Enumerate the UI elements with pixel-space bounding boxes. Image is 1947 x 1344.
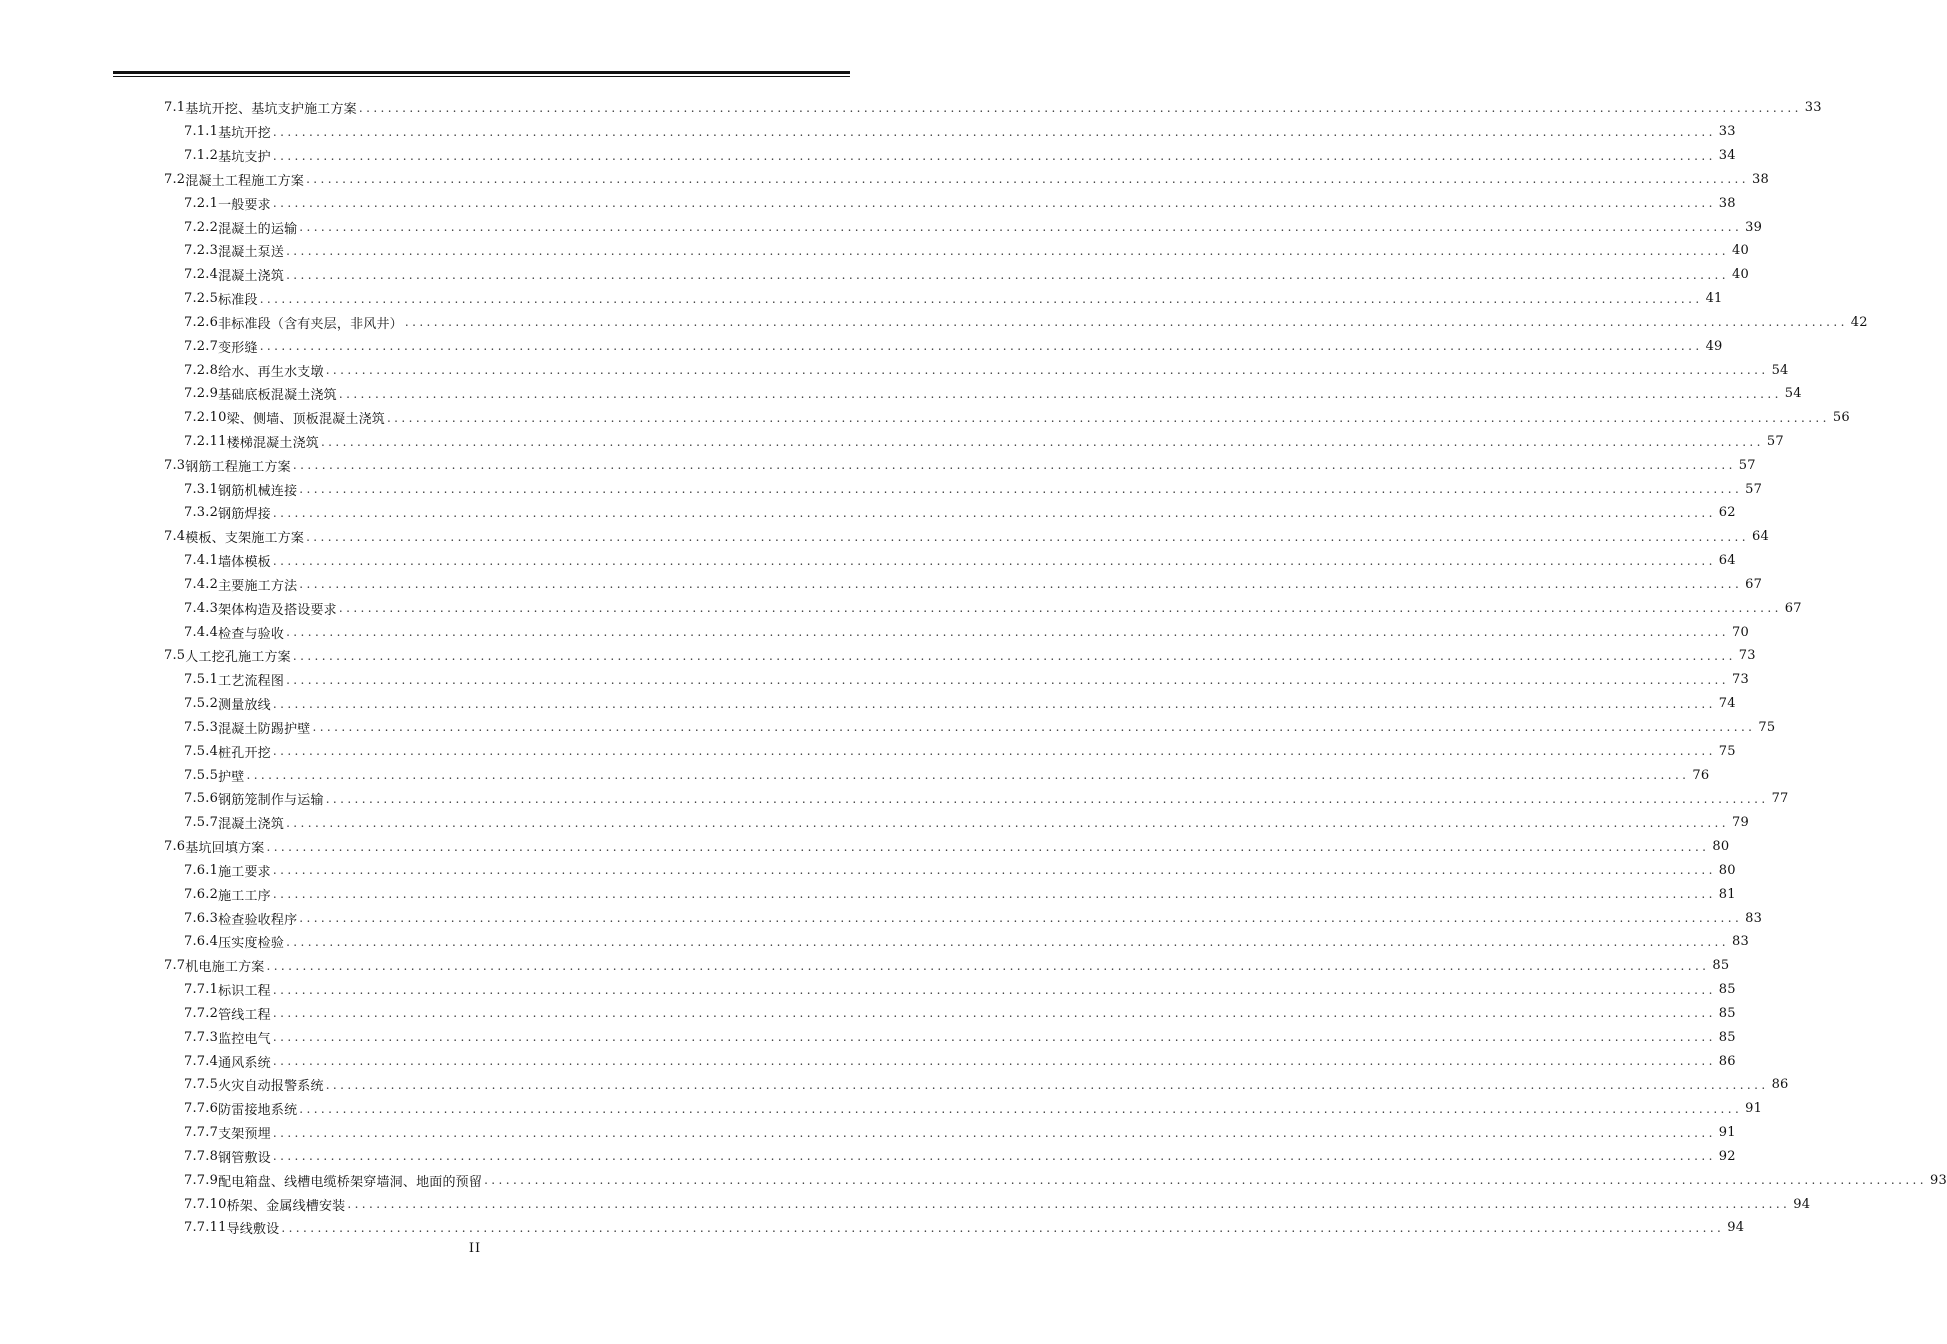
toc-subsection-entry[interactable] (0, 1001, 1736, 1025)
toc-subsection-entry[interactable] (0, 716, 1776, 740)
toc-entry-page: 86 (1718, 1053, 1736, 1069)
toc-entry-number: 7.4.3 (184, 600, 219, 616)
toc-entry-page: 73 (1731, 672, 1749, 688)
toc-subsection-entry[interactable] (0, 501, 1736, 525)
toc-subsection-entry[interactable] (0, 477, 1763, 501)
toc-subsection-entry[interactable] (0, 382, 1802, 406)
toc-subsection-entry[interactable] (0, 668, 1749, 692)
toc-dot-leader: ........................................................................................................................................................................................................ (246, 768, 1690, 783)
toc-entry-page: 81 (1718, 886, 1736, 902)
toc-subsection-entry[interactable] (0, 978, 1736, 1002)
toc-dot-leader: ........................................................................................................................................................................................................ (306, 172, 1749, 187)
toc-entry-title: 施工工序 (218, 888, 271, 904)
toc-entry-page: 80 (1718, 862, 1736, 878)
toc-entry-page: 56 (1832, 410, 1850, 426)
toc-section-entry[interactable] (0, 96, 1822, 120)
toc-entry-title: 给水、再生水支墩 (218, 364, 324, 380)
toc-entry-number: 7.2 (164, 171, 186, 187)
toc-subsection-entry[interactable] (0, 573, 1763, 597)
toc-entry-number: 7.4.1 (184, 553, 219, 569)
toc-entry-number: 7.3.1 (184, 481, 219, 497)
toc-dot-leader: ........................................................................................................................................................................................................ (281, 1220, 1725, 1235)
toc-entry-title: 一般要求 (218, 197, 271, 213)
toc-entry-number: 7.5.6 (184, 791, 219, 807)
toc-subsection-entry[interactable] (0, 1168, 1947, 1192)
toc-entry-number: 7.7.8 (184, 1148, 219, 1164)
toc-entry-page: 34 (1718, 148, 1736, 164)
toc-entry-page: 67 (1784, 600, 1802, 616)
toc-dot-leader: ........................................................................................................................................................................................................ (272, 863, 1716, 878)
toc-subsection-entry[interactable] (0, 882, 1736, 906)
toc-entry-number: 7.1.1 (184, 124, 219, 140)
toc-subsection-entry[interactable] (0, 263, 1749, 287)
toc-entry-title: 变形缝 (218, 340, 258, 356)
toc-dot-leader: ........................................................................................................................................................................................................ (286, 672, 1729, 687)
toc-entry-title: 检查与验收 (218, 626, 285, 642)
toc-entry-page: 75 (1758, 719, 1776, 735)
toc-entry-title: 测量放线 (218, 698, 271, 714)
toc-subsection-entry[interactable] (0, 596, 1802, 620)
toc-dot-leader: ........................................................................................................................................................................................................ (484, 1173, 1927, 1188)
toc-entry-title: 管线工程 (218, 1007, 271, 1023)
toc-entry-number: 7.1 (164, 100, 186, 116)
toc-entry-page: 62 (1718, 505, 1736, 521)
toc-dot-leader: ........................................................................................................................................................................................................ (299, 220, 1743, 235)
toc-entry-number: 7.7.2 (184, 1005, 219, 1021)
toc-entry-title: 主要施工方法 (218, 578, 298, 594)
toc-entry-number: 7.5 (164, 648, 186, 664)
toc-dot-leader: ........................................................................................................................................................................................................ (272, 982, 1716, 997)
toc-entry-page: 83 (1731, 934, 1749, 950)
header-rule-thin (113, 76, 850, 77)
toc-entry-page: 92 (1718, 1148, 1736, 1164)
toc-entry-title: 混凝土工程施工方案 (185, 173, 305, 189)
toc-entry-number: 7.2.9 (184, 386, 219, 402)
toc-entry-page: 38 (1751, 171, 1769, 187)
toc-subsection-entry[interactable] (0, 1216, 1745, 1240)
toc-entry-page: 77 (1771, 791, 1789, 807)
toc-subsection-entry[interactable] (0, 1121, 1736, 1145)
toc-entry-title: 混凝土的运输 (218, 221, 298, 237)
toc-entry-number: 7.4 (164, 529, 186, 545)
toc-entry-number: 7.4.4 (184, 624, 219, 640)
toc-entry-title: 压实度检验 (218, 936, 285, 952)
toc-subsection-entry[interactable] (0, 120, 1736, 144)
toc-subsection-entry[interactable] (0, 1073, 1789, 1097)
toc-entry-number: 7.7.9 (184, 1172, 219, 1188)
toc-subsection-entry[interactable] (0, 430, 1784, 454)
toc-section-entry[interactable] (0, 644, 1756, 668)
toc-section-entry[interactable] (0, 453, 1756, 477)
toc-dot-leader: ........................................................................................................................................................................................................ (286, 625, 1729, 640)
toc-entry-title: 人工挖孔施工方案 (185, 650, 291, 666)
toc-entry-number: 7.6.1 (184, 862, 219, 878)
toc-subsection-entry[interactable] (0, 811, 1749, 835)
toc-entry-number: 7.7.3 (184, 1029, 219, 1045)
toc-entry-page: 70 (1731, 624, 1749, 640)
toc-entry-title: 混凝土防踢护壁 (218, 721, 311, 737)
toc-dot-leader: ........................................................................................................................................................................................................ (272, 887, 1716, 902)
toc-dot-leader: ........................................................................................................................................................................................................ (272, 1125, 1716, 1140)
toc-entry-title: 基坑支护 (218, 150, 271, 166)
toc-dot-leader: ........................................................................................................................................................................................................ (272, 696, 1716, 711)
toc-entry-page: 67 (1745, 576, 1763, 592)
toc-entry-page: 39 (1745, 219, 1763, 235)
header-rule-thick (113, 71, 850, 74)
toc-section-entry[interactable] (0, 167, 1769, 191)
toc-section-entry[interactable] (0, 954, 1730, 978)
toc-entry-number: 7.2.6 (184, 314, 219, 330)
toc-entry-page: 85 (1718, 1029, 1736, 1045)
toc-subsection-entry[interactable] (0, 859, 1736, 883)
toc-subsection-entry[interactable] (0, 1144, 1736, 1168)
toc-dot-leader: ........................................................................................................................................................................................................ (286, 243, 1729, 258)
toc-entry-title: 钢筋笼制作与运输 (218, 793, 324, 809)
toc-entry-number: 7.5.7 (184, 815, 219, 831)
toc-entry-page: 91 (1718, 1125, 1736, 1141)
toc-entry-number: 7.2.1 (184, 195, 219, 211)
toc-entry-title: 火灾自动报警系统 (218, 1079, 324, 1095)
toc-dot-leader: ........................................................................................................................................................................................................ (292, 648, 1736, 663)
toc-entry-title: 配电箱盘、线槽电缆桥架穿墙洞、地面的预留 (218, 1174, 483, 1190)
toc-entry-title: 基坑开挖 (218, 126, 271, 142)
toc-entry-title: 支架预埋 (218, 1127, 271, 1143)
toc-dot-leader: ........................................................................................................................................................................................................ (272, 744, 1716, 759)
toc-entry-number: 7.2.7 (184, 338, 219, 354)
toc-entry-page: 42 (1850, 314, 1868, 330)
toc-dot-leader: ........................................................................................................................................................................................................ (299, 482, 1743, 497)
toc-entry-title: 护壁 (218, 769, 245, 785)
toc-subsection-entry[interactable] (0, 620, 1749, 644)
toc-dot-leader: ........................................................................................................................................................................................................ (259, 339, 1703, 354)
toc-entry-number: 7.6.3 (184, 910, 219, 926)
toc-entry-page: 80 (1712, 839, 1730, 855)
toc-dot-leader: ........................................................................................................................................................................................................ (338, 601, 1782, 616)
toc-dot-leader: ........................................................................................................................................................................................................ (286, 267, 1729, 282)
toc-entry-title: 混凝土浇筑 (218, 269, 285, 285)
toc-entry-page: 40 (1731, 243, 1749, 259)
toc-entry-page: 86 (1771, 1077, 1789, 1093)
toc-subsection-entry[interactable] (0, 406, 1850, 430)
toc-entry-title: 非标准段（含有夹层，非风井） (218, 316, 403, 332)
toc-dot-leader: ........................................................................................................................................................................................................ (266, 839, 1710, 854)
toc-section-entry[interactable] (0, 525, 1769, 549)
toc-entry-number: 7.7 (164, 958, 186, 974)
toc-dot-leader: ........................................................................................................................................................................................................ (272, 553, 1716, 568)
toc-entry-page: 40 (1731, 267, 1749, 283)
toc-entry-page: 41 (1705, 291, 1723, 307)
toc-subsection-entry[interactable] (0, 763, 1710, 787)
toc-dot-leader: ........................................................................................................................................................................................................ (292, 458, 1736, 473)
toc-entry-title: 基坑回填方案 (185, 841, 265, 857)
toc-entry-title: 标准段 (218, 293, 258, 309)
table-of-contents (0, 96, 1947, 1240)
toc-entry-number: 7.7.7 (184, 1125, 219, 1141)
toc-entry-number: 7.4.2 (184, 576, 219, 592)
toc-entry-page: 57 (1766, 434, 1784, 449)
toc-entry-page: 49 (1705, 338, 1723, 354)
toc-entry-title: 梁、侧墙、顶板混凝土浇筑 (226, 412, 385, 428)
toc-entry-title: 基础底板混凝土浇筑 (218, 388, 337, 404)
toc-entry-number: 7.6.2 (184, 886, 219, 902)
toc-dot-leader: ........................................................................................................................................................................................................ (272, 148, 1716, 163)
toc-dot-leader: ........................................................................................................................................................................................................ (325, 363, 1769, 378)
toc-dot-leader: ........................................................................................................................................................................................................ (259, 291, 1703, 306)
toc-entry-number: 7.7.10 (184, 1196, 227, 1212)
toc-entry-title: 桥架、金属线槽安装 (226, 1198, 346, 1214)
toc-entry-number: 7.7.5 (184, 1077, 219, 1093)
toc-entry-number: 7.3.2 (184, 505, 219, 521)
toc-entry-number: 7.5.2 (184, 696, 219, 712)
toc-entry-title: 基坑开挖、基坑支护施工方案 (185, 102, 357, 118)
toc-subsection-entry[interactable] (0, 191, 1736, 215)
toc-subsection-entry[interactable] (0, 1049, 1736, 1073)
toc-subsection-entry[interactable] (0, 287, 1723, 311)
toc-entry-title: 防雷接地系统 (218, 1103, 298, 1119)
toc-subsection-entry[interactable] (0, 310, 1868, 334)
toc-subsection-entry[interactable] (0, 787, 1789, 811)
toc-entry-number: 7.3 (164, 457, 186, 473)
toc-entry-title: 钢筋焊接 (218, 507, 271, 523)
toc-entry-number: 7.2.5 (184, 291, 219, 307)
toc-entry-title: 导线敷设 (226, 1222, 280, 1238)
toc-dot-leader: ........................................................................................................................................................................................................ (272, 505, 1716, 520)
toc-entry-page: 94 (1727, 1220, 1745, 1236)
toc-dot-leader: ........................................................................................................................................................................................................ (272, 1054, 1716, 1069)
toc-entry-number: 7.2.3 (184, 243, 219, 259)
toc-entry-title: 钢管敷设 (218, 1150, 271, 1166)
toc-entry-number: 7.7.1 (184, 982, 219, 998)
toc-dot-leader: ........................................................................................................................................................................................................ (272, 124, 1716, 139)
toc-entry-page: 76 (1692, 767, 1710, 783)
toc-entry-page: 93 (1929, 1172, 1947, 1188)
toc-entry-page: 83 (1745, 910, 1763, 926)
toc-entry-title: 混凝土泵送 (218, 245, 285, 261)
toc-entry-page: 57 (1745, 481, 1763, 497)
toc-entry-number: 7.5.4 (184, 743, 219, 759)
toc-entry-title: 墙体模板 (218, 555, 271, 571)
toc-entry-number: 7.2.4 (184, 267, 219, 283)
toc-subsection-entry[interactable] (0, 1025, 1736, 1049)
toc-dot-leader: ........................................................................................................................................................................................................ (272, 1006, 1716, 1021)
toc-entry-page: 75 (1718, 743, 1736, 759)
toc-subsection-entry[interactable] (0, 930, 1749, 954)
toc-dot-leader: ........................................................................................................................................................................................................ (338, 386, 1782, 401)
toc-entry-page: 85 (1718, 1005, 1736, 1021)
toc-entry-page: 54 (1771, 362, 1789, 378)
toc-entry-page: 85 (1712, 958, 1730, 974)
toc-entry-page: 33 (1718, 124, 1736, 140)
toc-dot-leader: ........................................................................................................................................................................................................ (299, 1101, 1743, 1116)
toc-subsection-entry[interactable] (0, 906, 1763, 930)
toc-dot-leader: ........................................................................................................................................................................................................ (404, 315, 1848, 330)
toc-dot-leader: ........................................................................................................................................................................................................ (325, 791, 1769, 806)
toc-entry-title: 架体构造及搭设要求 (218, 602, 337, 618)
toc-entry-title: 楼梯混凝土浇筑 (226, 436, 319, 451)
toc-dot-leader: ........................................................................................................................................................................................................ (299, 911, 1743, 926)
toc-entry-number: 7.7.11 (184, 1220, 227, 1236)
toc-entry-title: 钢筋工程施工方案 (185, 459, 291, 475)
toc-entry-page: 64 (1718, 553, 1736, 569)
toc-dot-leader: ........................................................................................................................................................................................................ (358, 100, 1802, 115)
toc-subsection-entry[interactable] (0, 334, 1723, 358)
toc-entry-number: 7.7.6 (184, 1101, 219, 1117)
toc-entry-title: 工艺流程图 (218, 674, 285, 690)
toc-subsection-entry[interactable] (0, 739, 1736, 763)
toc-entry-title: 标识工程 (218, 984, 271, 1000)
toc-entry-title: 施工要求 (218, 864, 271, 880)
toc-entry-page: 73 (1738, 648, 1756, 664)
page-number: II (468, 1241, 482, 1256)
toc-entry-number: 7.2.2 (184, 219, 219, 235)
toc-entry-page: 57 (1738, 457, 1756, 473)
toc-subsection-entry[interactable] (0, 1097, 1763, 1121)
toc-dot-leader: ........................................................................................................................................................................................................ (272, 1030, 1716, 1045)
toc-entry-number: 7.1.2 (184, 148, 219, 164)
toc-entry-title: 钢筋机械连接 (218, 483, 298, 499)
toc-subsection-entry[interactable] (0, 358, 1789, 382)
toc-entry-number: 7.5.3 (184, 719, 219, 735)
toc-dot-leader: ........................................................................................................................................................................................................ (272, 196, 1716, 211)
toc-entry-page: 79 (1731, 815, 1749, 831)
toc-subsection-entry[interactable] (0, 1192, 1811, 1216)
toc-entry-number: 7.2.10 (184, 410, 227, 426)
toc-dot-leader: ........................................................................................................................................................................................................ (286, 815, 1729, 830)
toc-dot-leader: ........................................................................................................................................................................................................ (306, 529, 1749, 544)
toc-subsection-entry[interactable] (0, 215, 1763, 239)
toc-dot-leader: ........................................................................................................................................................................................................ (272, 1149, 1716, 1164)
toc-dot-leader: ........................................................................................................................................................................................................ (320, 434, 1764, 449)
toc-dot-leader: ........................................................................................................................................................................................................ (299, 577, 1743, 592)
toc-subsection-entry[interactable] (0, 549, 1736, 573)
toc-entry-number: 7.6 (164, 839, 186, 855)
toc-dot-leader: ........................................................................................................................................................................................................ (266, 958, 1710, 973)
toc-dot-leader: ........................................................................................................................................................................................................ (312, 720, 1756, 735)
toc-entry-page: 85 (1718, 982, 1736, 998)
toc-entry-title: 桩孔开挖 (218, 745, 271, 761)
toc-entry-number: 7.7.4 (184, 1053, 219, 1069)
toc-entry-title: 通风系统 (218, 1055, 271, 1071)
toc-entry-number: 7.5.1 (184, 672, 219, 688)
toc-entry-number: 7.6.4 (184, 934, 219, 950)
toc-entry-page: 33 (1804, 100, 1822, 116)
toc-entry-number: 7.2.8 (184, 362, 219, 378)
toc-section-entry[interactable] (0, 835, 1730, 859)
toc-entry-title: 模板、支架施工方案 (185, 531, 305, 547)
toc-entry-page: 74 (1718, 696, 1736, 712)
toc-entry-page: 38 (1718, 195, 1736, 211)
toc-dot-leader: ........................................................................................................................................................................................................ (347, 1197, 1791, 1211)
toc-entry-number: 7.2.11 (184, 434, 227, 449)
toc-entry-page: 91 (1745, 1101, 1763, 1117)
toc-entry-page: 64 (1751, 529, 1769, 545)
toc-entry-title: 机电施工方案 (185, 960, 265, 976)
toc-entry-title: 检查验收程序 (218, 912, 298, 928)
toc-entry-page: 94 (1793, 1196, 1811, 1212)
toc-subsection-entry[interactable] (0, 239, 1749, 263)
toc-dot-leader: ........................................................................................................................................................................................................ (286, 934, 1729, 949)
toc-subsection-entry[interactable] (0, 144, 1736, 168)
toc-entry-title: 混凝土浇筑 (218, 817, 285, 833)
toc-entry-number: 7.5.5 (184, 767, 219, 783)
toc-subsection-entry[interactable] (0, 692, 1736, 716)
toc-dot-leader: ........................................................................................................................................................................................................ (386, 410, 1830, 425)
toc-dot-leader: ........................................................................................................................................................................................................ (325, 1077, 1769, 1092)
toc-entry-title: 监控电气 (218, 1031, 271, 1047)
toc-entry-page: 54 (1784, 386, 1802, 402)
